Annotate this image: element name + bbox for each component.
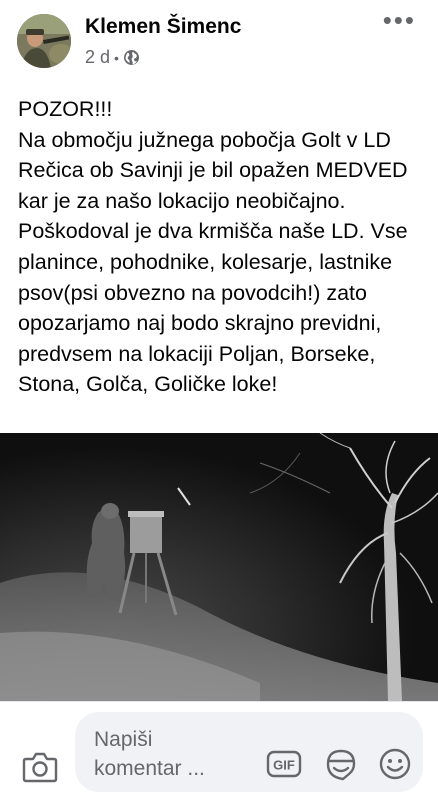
post-header [0,0,438,80]
comment-composer [0,702,438,801]
more-options-icon[interactable]: ••• [382,5,416,35]
gif-icon[interactable] [266,746,302,782]
author-name[interactable]: Klemen Šimenc [85,15,242,38]
gif-label: GIF [273,757,295,773]
comment-input[interactable] [75,712,423,792]
meta-separator: • [114,49,119,66]
post-photo[interactable] [0,433,438,701]
post-time[interactable]: 2 d [85,47,111,67]
comment-placeholder: Napiši komentar ... [94,728,205,780]
post-text: POZOR!!! Na območju južnega pobočja Golt v LD Rečica ob Savinji je bil opažen MEDVED kar je za našo lokacijo neobičajno. Poškodoval je dva krmišča naše LD. Vse planince, pohodnike, kolesarje, lastnike psov(psi obvezno na povodcih!) zato opozarjamo naj bodo skrajno previdni, predvsem na lokaciji Poljan, Borseke, Stona, Golča, Goličke loke! [18,97,408,397]
emoji-icon[interactable] [377,746,413,782]
post-meta [85,47,140,68]
camera-icon[interactable] [22,750,58,784]
sticker-icon[interactable] [323,746,359,782]
author-avatar[interactable] [17,14,71,68]
globe-icon [123,49,140,66]
